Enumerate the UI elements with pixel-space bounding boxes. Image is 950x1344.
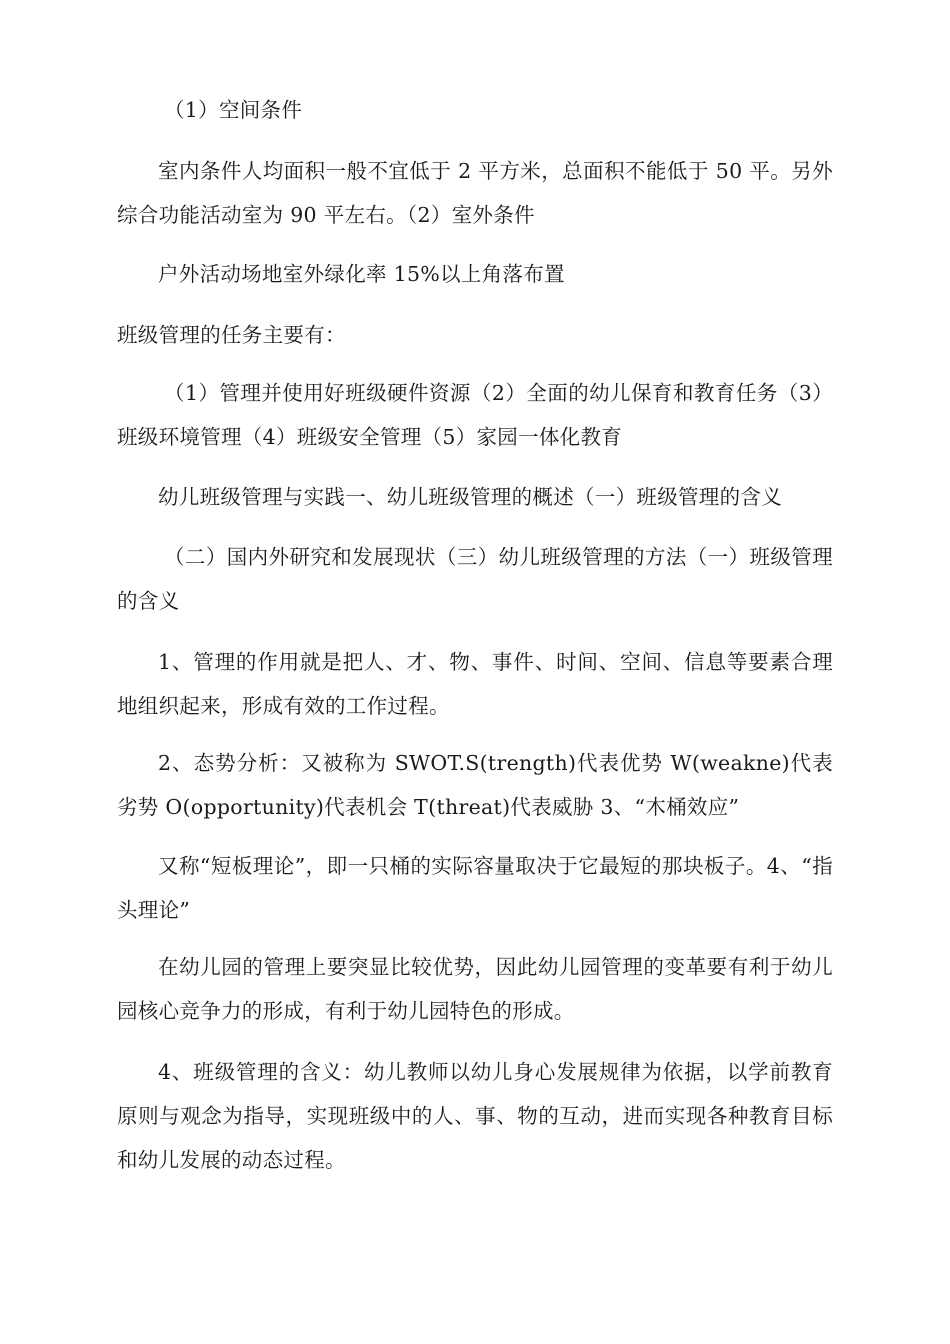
paragraph-class-tasks-heading: 班级管理的任务主要有： [117, 323, 346, 347]
paragraph-swot-analysis: 2、态势分析：又被称为 SWOT.S(trength)代表优势 W(weakne)代表劣势 O(opportunity)代表机会 T(threat)代表威胁 3、“木桶效应” [117, 751, 833, 819]
paragraph-class-management-meaning: 4、班级管理的含义：幼儿教师以幼儿身心发展规律为依据，以学前教育原则与观念为指导，实现班级中的人、事、物的互动，进而实现各种教育目标和幼儿发展的动态过程。 [117, 1060, 833, 1172]
paragraph-space-conditions: （1）空间条件 [164, 98, 303, 122]
paragraph-class-tasks-list: （1）管理并使用好班级硬件资源（2）全面的幼儿保育和教育任务（3）班级环境管理（4）班级安全管理（5）家园一体化教育 [117, 381, 833, 449]
paragraph-class-management-intro: 幼儿班级管理与实践一、幼儿班级管理的概述（一）班级管理的含义 [158, 485, 782, 509]
paragraph-research-status: （二）国内外研究和发展现状（三）幼儿班级管理的方法（一）班级管理的含义 [117, 545, 833, 613]
paragraph-short-board-theory: 又称“短板理论”，即一只桶的实际容量取决于它最短的那块板子。4、“指头理论” [117, 854, 833, 922]
paragraph-outdoor-area: 户外活动场地室外绿化率 15%以上角落布置 [158, 262, 565, 286]
paragraph-comparative-advantage: 在幼儿园的管理上要突显比较优势，因此幼儿园管理的变革要有利于幼儿园核心竞争力的形成，有利于幼儿园特色的形成。 [117, 955, 833, 1023]
paragraph-management-role: 1、管理的作用就是把人、才、物、事件、时间、空间、信息等要素合理地组织起来，形成有效的工作过程。 [117, 650, 833, 718]
paragraph-indoor-conditions: 室内条件人均面积一般不宜低于 2 平方米，总面积不能低于 50 平。另外综合功能活动室为 90 平左右。（2）室外条件 [117, 159, 833, 227]
